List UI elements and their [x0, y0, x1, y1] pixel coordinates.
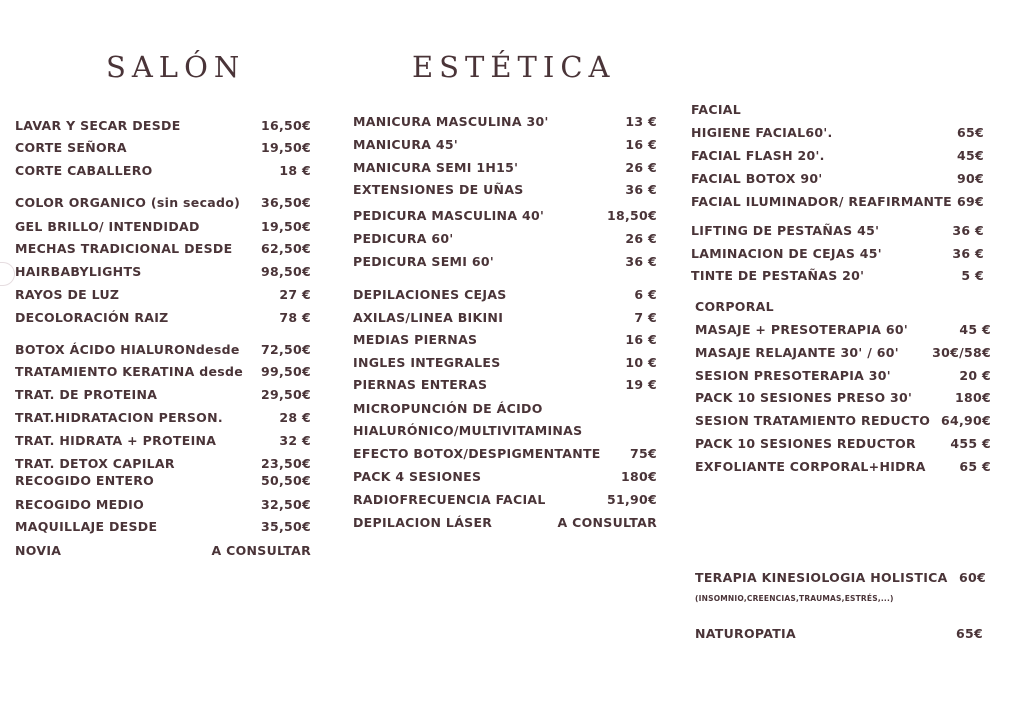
facial-item-price: 5 €: [961, 268, 984, 283]
estetica-row: [353, 446, 657, 466]
estetica-item-label: DEPILACION LÁSER: [353, 515, 493, 530]
salon-item-label: MAQUILLAJE DESDE: [15, 519, 158, 534]
estetica-row: [353, 231, 657, 251]
corporal-item-label: MASAJE + PRESOTERAPIA 60': [695, 322, 909, 337]
corporal-item-price: 64,90€: [940, 413, 991, 428]
estetica-item-price: 7 €: [634, 310, 657, 325]
salon-item-label: CORTE SEÑORA: [15, 140, 127, 155]
salon-item-label: TRAT.HIDRATACION PERSON.: [15, 410, 223, 425]
facial-row: [691, 246, 984, 266]
estetica-item-price: 19 €: [625, 377, 657, 392]
salon-item-price: 29,50€: [260, 387, 311, 402]
terapia-price: 60€: [959, 570, 986, 585]
salon-item-price: 50,50€: [260, 473, 311, 488]
corporal-item-label: MASAJE RELAJANTE 30' / 60': [695, 345, 899, 360]
salon-item-price: A CONSULTAR: [211, 543, 311, 558]
salon-item-label: TRAT. HIDRATA + PROTEINA: [15, 433, 217, 448]
corporal-row: [695, 390, 991, 410]
salon-item-label: NOVIA: [15, 543, 62, 558]
estetica-row: [353, 182, 657, 202]
decorative-edge-mark: [0, 262, 15, 286]
estetica-row: [353, 377, 657, 397]
facial-item-label: FACIAL BOTOX 90': [691, 171, 823, 186]
salon-row: [15, 410, 311, 430]
salon-item-price: 23,50€: [260, 456, 311, 471]
salon-item-label: TRAT. DE PROTEINA: [15, 387, 158, 402]
corporal-item-label: EXFOLIANTE CORPORAL+HIDRA: [695, 459, 926, 474]
facial-item-price: 45€: [957, 148, 984, 163]
salon-row: [15, 543, 311, 563]
corporal-row: [695, 345, 991, 365]
estetica-item-label: DEPILACIONES CEJAS: [353, 287, 507, 302]
estetica-row: [353, 137, 657, 157]
salon-item-label: LAVAR Y SECAR DESDE: [15, 118, 181, 133]
corporal-item-price: 20 €: [959, 368, 991, 383]
salon-item-label: RECOGIDO ENTERO: [15, 473, 155, 488]
estetica-row: [353, 114, 657, 134]
terapia-row: [695, 570, 986, 590]
estetica-item-label: INGLES INTEGRALES: [353, 355, 501, 370]
corporal-item-label: SESION TRATAMIENTO REDUCTO: [695, 413, 931, 428]
facial-section-title: FACIAL: [691, 102, 742, 117]
estetica-row: [353, 254, 657, 274]
estetica-item-price: 16 €: [625, 332, 657, 347]
estetica-item-price: 6 €: [634, 287, 657, 302]
salon-item-price: 18 €: [279, 163, 311, 178]
salon-item-label: TRATAMIENTO KERATINA desde: [15, 364, 243, 379]
facial-row: [691, 268, 984, 288]
salon-item-price: 19,50€: [260, 219, 311, 234]
facial-row: [691, 194, 984, 214]
estetica-item-label: MEDIAS PIERNAS: [353, 332, 478, 347]
terapia-label: TERAPIA KINESIOLOGIA HOLISTICA: [695, 570, 948, 585]
salon-row: [15, 140, 311, 160]
salon-row: [15, 433, 311, 453]
facial-row: [691, 125, 984, 145]
estetica-item-label: PEDICURA MASCULINA 40': [353, 208, 545, 223]
estetica-item-price: 16 €: [625, 137, 657, 152]
salon-row: [15, 219, 311, 239]
salon-item-price: 98,50€: [260, 264, 311, 279]
estetica-item-label: EFECTO BOTOX/DESPIGMENTANTE: [353, 446, 601, 461]
estetica-item-label: HIALURÓNICO/MULTIVITAMINAS: [353, 423, 583, 438]
salon-row: [15, 118, 311, 138]
facial-item-label: FACIAL ILUMINADOR/ REAFIRMANTE: [691, 194, 952, 209]
salon-row: [15, 387, 311, 407]
estetica-item-label: MANICURA SEMI 1H15': [353, 160, 519, 175]
estetica-item-price: 26 €: [625, 160, 657, 175]
salon-item-price: 78 €: [279, 310, 311, 325]
salon-item-label: TRAT. DETOX CAPILAR: [15, 456, 175, 471]
naturopatia-price: 65€: [956, 626, 983, 641]
salon-item-price: 27 €: [279, 287, 311, 302]
salon-row: [15, 195, 311, 215]
corporal-item-price: 45 €: [959, 322, 991, 337]
estetica-item-price: 36 €: [625, 182, 657, 197]
estetica-item-price: 18,50€: [606, 208, 657, 223]
estetica-row: [353, 332, 657, 352]
salon-item-price: 32,50€: [260, 497, 311, 512]
salon-item-price: 62,50€: [260, 241, 311, 256]
estetica-row: [353, 515, 657, 535]
corporal-item-price: 30€/58€: [932, 345, 991, 360]
naturopatia-label: NATUROPATIA: [695, 626, 796, 641]
estetica-item-label: MANICURA MASCULINA 30': [353, 114, 549, 129]
estetica-row: [353, 287, 657, 307]
estetica-item-price: 10 €: [625, 355, 657, 370]
estetica-row: [353, 160, 657, 180]
salon-row: [15, 342, 311, 362]
facial-item-label: HIGIENE FACIAL60'.: [691, 125, 833, 140]
facial-item-price: 36 €: [952, 246, 984, 261]
estetica-item-label: MICROPUNCIÓN DE ÁCIDO: [353, 401, 543, 416]
estetica-item-price: 26 €: [625, 231, 657, 246]
corporal-row: [695, 322, 991, 342]
facial-row: [691, 171, 984, 191]
estetica-item-price: 51,90€: [606, 492, 657, 507]
salon-row: [15, 364, 311, 384]
facial-item-price: 90€: [957, 171, 984, 186]
facial-item-price: 36 €: [952, 223, 984, 238]
estetica-item-label: PIERNAS ENTERAS: [353, 377, 488, 392]
salon-item-price: 35,50€: [260, 519, 311, 534]
salon-item-price: 32 €: [279, 433, 311, 448]
salon-item-price: 28 €: [279, 410, 311, 425]
estetica-item-label: MANICURA 45': [353, 137, 459, 152]
terapia-note: (INSOMNIO,CREENCIAS,TRAUMAS,ESTRÉS,...): [695, 594, 894, 603]
estetica-item-label: RADIOFRECUENCIA FACIAL: [353, 492, 546, 507]
salon-item-price: 16,50€: [260, 118, 311, 133]
salon-row: [15, 264, 311, 284]
estetica-item-label: EXTENSIONES DE UÑAS: [353, 182, 524, 197]
estetica-row: [353, 310, 657, 330]
estetica-item-price: A CONSULTAR: [557, 515, 657, 530]
facial-item-label: TINTE DE PESTAÑAS 20': [691, 268, 865, 283]
facial-item-label: LIFTING DE PESTAÑAS 45': [691, 223, 880, 238]
estetica-row: [353, 208, 657, 228]
estetica-row: [353, 423, 657, 443]
estetica-item-label: PACK 4 SESIONES: [353, 469, 482, 484]
salon-row: [15, 287, 311, 307]
salon-item-label: HAIRBABYLIGHTS: [15, 264, 142, 279]
salon-item-label: BOTOX ÁCIDO HIALURONdesde: [15, 342, 240, 357]
salon-item-label: MECHAS TRADICIONAL DESDE: [15, 241, 233, 256]
salon-heading: SALÓN: [106, 50, 246, 84]
estetica-item-price: 75€: [630, 446, 657, 461]
estetica-item-price: 180€: [621, 469, 657, 484]
estetica-item-label: PEDICURA SEMI 60': [353, 254, 495, 269]
corporal-item-price: 65 €: [959, 459, 991, 474]
estetica-row: [353, 492, 657, 512]
salon-item-label: RECOGIDO MEDIO: [15, 497, 145, 512]
estetica-item-price: 13 €: [625, 114, 657, 129]
estetica-item-label: AXILAS/LINEA BIKINI: [353, 310, 504, 325]
salon-item-label: CORTE CABALLERO: [15, 163, 153, 178]
estetica-row: [353, 401, 657, 421]
salon-row: [15, 310, 311, 330]
corporal-row: [695, 436, 991, 456]
salon-row: [15, 473, 311, 493]
salon-item-price: 19,50€: [260, 140, 311, 155]
estetica-row: [353, 469, 657, 489]
facial-item-label: LAMINACION DE CEJAS 45': [691, 246, 882, 261]
salon-item-price: 72,50€: [260, 342, 311, 357]
facial-row: [691, 223, 984, 243]
corporal-row: [695, 459, 991, 479]
estetica-item-label: PEDICURA 60': [353, 231, 454, 246]
corporal-item-label: PACK 10 SESIONES REDUCTOR: [695, 436, 916, 451]
salon-item-label: COLOR ORGANICO (sin secado): [15, 195, 241, 210]
estetica-heading: ESTÉTICA: [412, 50, 616, 84]
corporal-row: [695, 413, 991, 433]
salon-row: [15, 519, 311, 539]
corporal-row: [695, 368, 991, 388]
salon-row: [15, 163, 311, 183]
facial-row: [691, 148, 984, 168]
salon-item-label: RAYOS DE LUZ: [15, 287, 120, 302]
facial-item-price: 69€: [957, 194, 984, 209]
salon-item-price: 99,50€: [260, 364, 311, 379]
corporal-item-label: PACK 10 SESIONES PRESO 30': [695, 390, 913, 405]
salon-row: [15, 497, 311, 517]
facial-item-price: 65€: [957, 125, 984, 140]
corporal-item-price: 455 €: [950, 436, 991, 451]
salon-item-price: 36,50€: [260, 195, 311, 210]
salon-item-label: DECOLORACIÓN RAIZ: [15, 310, 169, 325]
corporal-item-label: SESION PRESOTERAPIA 30': [695, 368, 891, 383]
estetica-row: [353, 355, 657, 375]
facial-item-label: FACIAL FLASH 20'.: [691, 148, 825, 163]
corporal-item-price: 180€: [955, 390, 991, 405]
corporal-section-title: CORPORAL: [695, 299, 774, 314]
naturopatia-row: [695, 626, 983, 646]
salon-row: [15, 241, 311, 261]
salon-item-label: GEL BRILLO/ INTENDIDAD: [15, 219, 200, 234]
estetica-item-price: 36 €: [625, 254, 657, 269]
